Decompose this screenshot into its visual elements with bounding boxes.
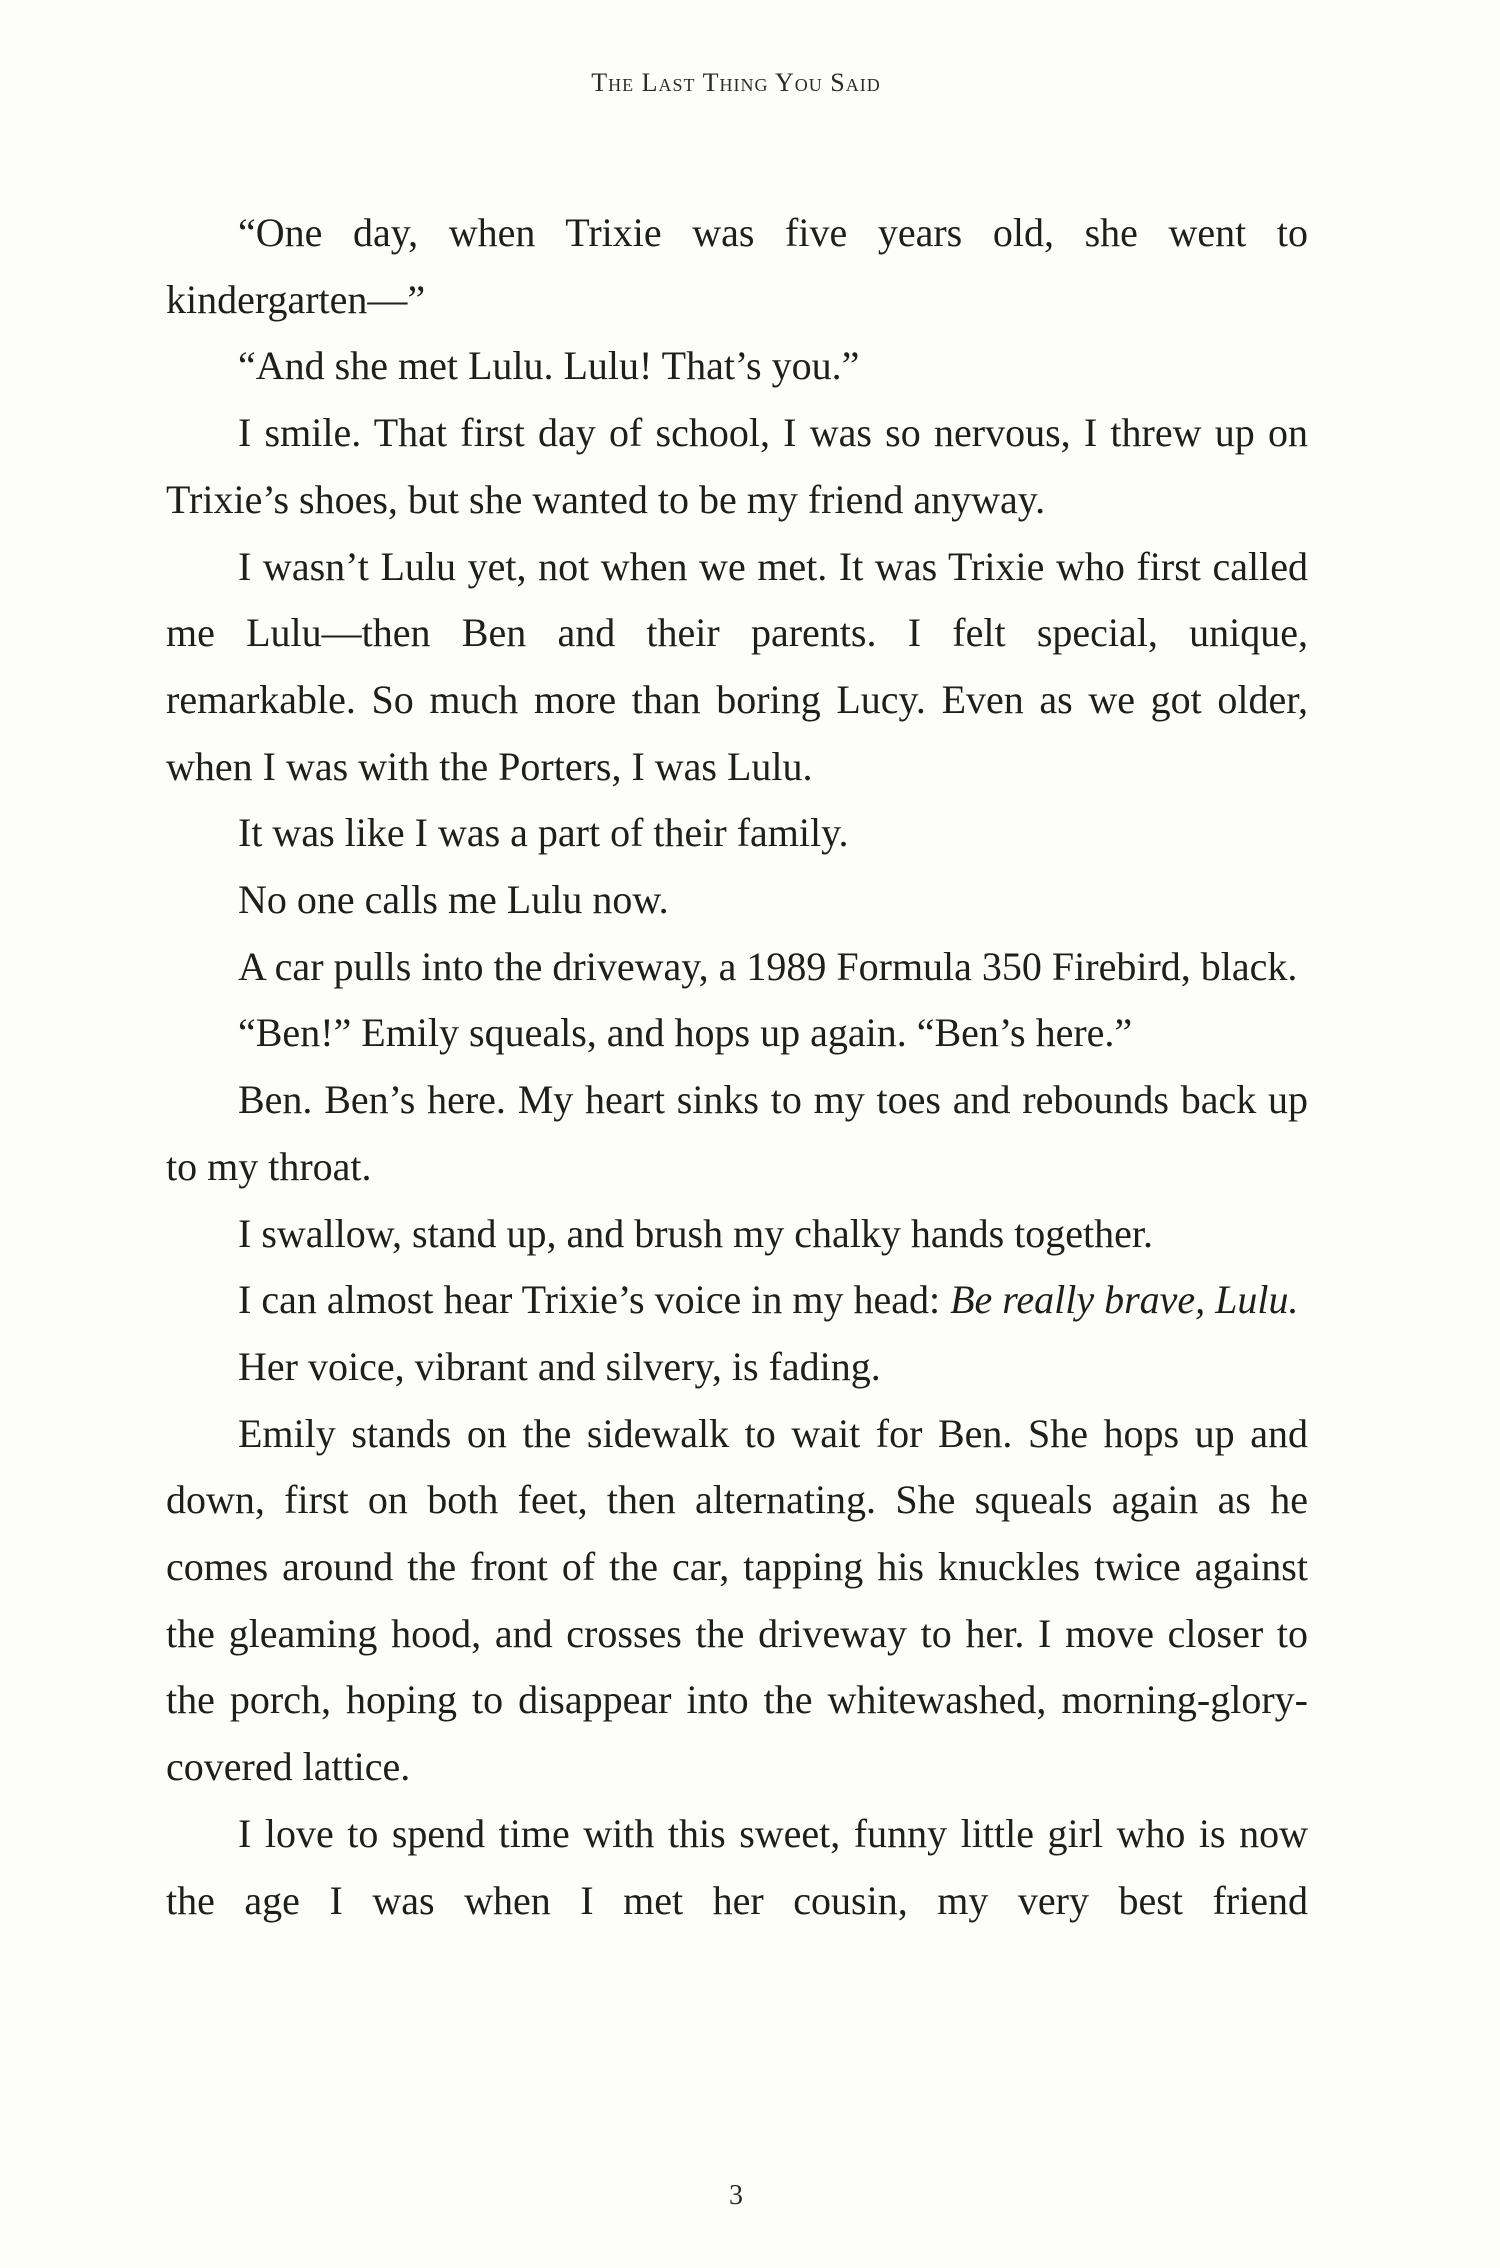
paragraph: It was like I was a part of their family. (238, 810, 849, 856)
paragraph: I love to spend time with this sweet, funny little girl who is now the age I was when I met her cousin, my very best friend (166, 1810, 1308, 1923)
running-head: The Last Thing You Said (591, 68, 881, 97)
page-number: 3 (729, 2180, 743, 2211)
paragraph: I swallow, stand up, and brush my chalky hands together. (238, 1210, 1154, 1256)
paragraph-brave (166, 1267, 1308, 1334)
paragraph-lead: I can almost hear Trixie’s voice in my head: (238, 1277, 951, 1323)
paragraph: I smile. That first day of school, I was so nervous, I threw up on Trixie’s shoes, but she wanted to be my friend anyway. (166, 410, 1308, 522)
paragraph: I wasn’t Lulu yet, not when we met. It was Trixie who first called me Lulu—then Ben and their parents. I felt special, unique, remarkable. So much more than boring Lucy. Even as we got older, when I was with the Porters, I was Lulu. (166, 543, 1308, 789)
paragraph: “Ben!” Emily squeals, and hops up again. “Ben’s here.” (238, 1010, 1133, 1056)
paragraph: Ben. Ben’s here. My heart sinks to my toes and rebounds back up to my throat. (166, 1077, 1308, 1189)
body-text (166, 200, 1308, 1934)
paragraph: Her voice, vibrant and silvery, is fading. (238, 1343, 881, 1389)
paragraph: Emily stands on the sidewalk to wait for Ben. She hops up and down, first on both feet, then alternating. She squeals again as he comes around the front of the car, tapping his knuckles twice against the gleaming hood, and crosses the driveway to her. I move closer to the porch, hoping to disappear into the whitewashed, morning-glory-covered lattice. (166, 1410, 1308, 1790)
paragraph: No one calls me Lulu now. (238, 877, 669, 923)
italic-phrase: Be really brave, Lulu. (950, 1277, 1299, 1323)
paragraph: “One day, when Trixie was five years old, she went to kindergarten—” (166, 210, 1308, 322)
paragraph: “And she met Lulu. Lulu! That’s you.” (238, 343, 860, 389)
paragraph: A car pulls into the driveway, a 1989 Formula 350 Firebird, black. (238, 943, 1298, 989)
